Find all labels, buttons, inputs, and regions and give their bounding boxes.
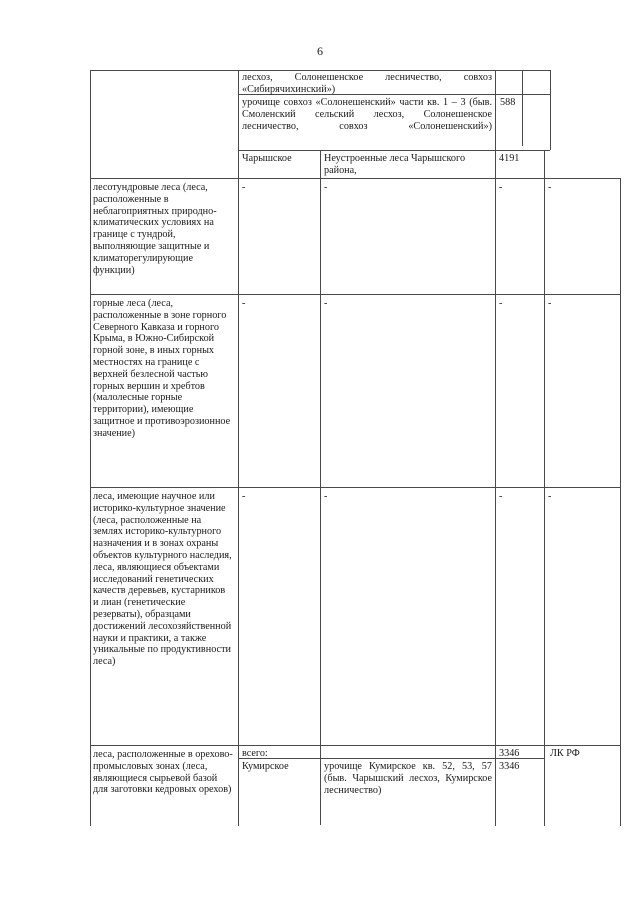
table-rule <box>90 487 620 488</box>
table-rule <box>90 70 550 71</box>
table-rule <box>90 70 91 826</box>
continuation-area: 588 <box>500 97 516 108</box>
area-cell: - <box>499 491 503 502</box>
district-cell: - <box>242 491 246 502</box>
category-text: леса, имеющие научное или историко-культурное значение (леса, расположенные на землях историко-культурного назначения и в зонах охраны объектов культурного наследия, леса, являющиеся объектами исследований генетических качеств деревьев, кустарников и лиан (генетические резерваты), образцами достижений лесохозяйственной науки и практики, а также уникальные по продуктивности леса) <box>93 491 232 668</box>
area-cell: - <box>499 298 503 309</box>
table-rule <box>90 745 620 746</box>
basis-cell: - <box>548 182 552 193</box>
district-cell: - <box>242 182 246 193</box>
site-cell: урочище Кумирское кв. 52, 53, 57 (быв. Чарышский лесхоз, Кумирское лесничество) <box>324 761 492 796</box>
table-rule <box>522 70 523 146</box>
table-rule <box>238 70 239 826</box>
area-cell: 3346 <box>499 761 520 772</box>
table-rule <box>620 178 621 826</box>
continuation-site-text: Неустроенные леса Чарышского района, <box>324 153 466 176</box>
category-text: лесотундровые леса (леса, расположенные в неблагоприятных природно-климатических условиях на границе с тундрой, выполняющие защитные и климаторегулирующие функции) <box>93 182 217 276</box>
area-cell: - <box>499 182 503 193</box>
basis-cell: - <box>548 491 552 502</box>
continuation-district: Чарышское <box>242 153 292 164</box>
table-rule <box>550 70 551 150</box>
table-rule <box>238 150 550 151</box>
site-cell: - <box>324 491 328 502</box>
category-text: горные леса (леса, расположенные в зоне горного Северного Кавказа и горного Крыма, в Южно-Сибирской горной зоне, в иных горных местностях на границе с верхней безлесной частью горных вершин и хребтов (малолесные горные территории), имеющие защитное и противоэрозионное значение) <box>93 298 231 439</box>
district-cell: - <box>242 298 246 309</box>
site-cell: - <box>324 298 328 309</box>
continuation-site-text: урочище совхоз «Солонешенский» части кв. 1 – 3 (быв. Смоленский сельский лесхоз, Солонешенское лесничество, совхоз «Солонешенский») <box>242 97 492 132</box>
basis-cell: - <box>548 298 552 309</box>
continuation-area: 4191 <box>499 153 520 164</box>
district-cell: Кумирское <box>242 761 289 772</box>
total-area: 3346 <box>499 748 520 759</box>
table-rule <box>320 150 321 825</box>
basis-cell: ЛК РФ <box>550 748 580 759</box>
table-rule <box>495 70 496 826</box>
forest-category-table <box>90 70 620 826</box>
site-cell: - <box>324 182 328 193</box>
continuation-text: лесхоз, Солонешенское лесничество, совхоз «Сибирячихинский») <box>242 72 492 95</box>
category-text: леса, расположенные в орехово-промысловых зонах (леса, являющиеся сырьевой базой для заготовки кедровых орехов) <box>93 749 233 796</box>
table-rule <box>544 150 545 826</box>
table-rule <box>90 178 620 179</box>
table-rule <box>90 294 620 295</box>
page-number: 6 <box>317 44 323 58</box>
total-label: всего: <box>242 748 268 759</box>
